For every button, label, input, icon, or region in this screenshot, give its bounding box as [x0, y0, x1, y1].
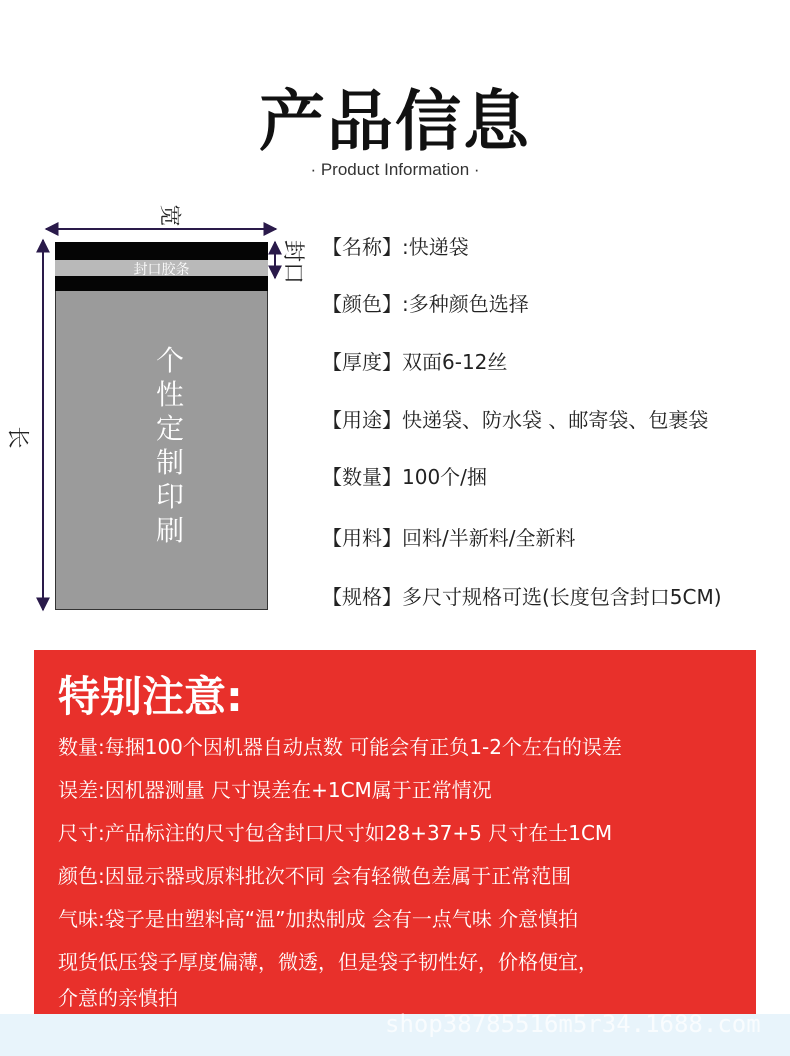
notice-line: 颜色:因显示器或原料批次不同 会有轻微色差属于正常范围: [58, 864, 572, 888]
spec-size: 【规格】多尺寸规格可选(长度包含封口5CM): [322, 585, 722, 609]
spec-material: 【用料】回料/半新料/全新料: [322, 526, 576, 550]
spec-quantity: 【数量】100个/捆: [322, 465, 487, 489]
spec-thickness: 【厚度】双面6-12丝: [322, 350, 508, 374]
page-subtitle: · Product Information ·: [310, 160, 480, 179]
seal-tape-label: 封口胶条: [133, 262, 190, 278]
notice-line: 现货低压袋子厚度偏薄，微透，但是袋子韧性好，价格便宜，: [58, 950, 598, 974]
notice-line: 尺寸:产品标注的尺寸包含封口尺寸如28+37+5 尺寸在士1CM: [58, 821, 613, 845]
spec-usage: 【用途】快递袋、防水袋 、邮寄袋、包裹袋: [322, 408, 709, 432]
notice-line: 介意的亲慎拍: [58, 986, 178, 1010]
notice-line: 数量:每捆100个因机器自动点数 可能会有正负1-2个左右的误差: [58, 735, 622, 759]
page-title: 产品信息: [259, 83, 531, 160]
width-label: 宽: [156, 204, 182, 227]
seal-label: 封口: [280, 240, 305, 285]
length-label: 长: [4, 426, 30, 449]
notice-line: 气味:袋子是由塑料高“温”加热制成 会有一点气味 介意慎拍: [58, 907, 579, 931]
notice-title: 特别注意:: [58, 672, 243, 721]
spec-name: 【名称】:快递袋: [322, 235, 469, 259]
shop-watermark: shop38785516m5r34.1688.com: [385, 1010, 761, 1038]
bag-top-strip: [55, 242, 268, 260]
custom-print-label: 个性定制印刷: [155, 344, 184, 547]
notice-line: 误差:因机器测量 尺寸误差在+1CM属于正常情况: [58, 778, 492, 802]
spec-color: 【颜色】:多种颜色选择: [322, 292, 529, 316]
